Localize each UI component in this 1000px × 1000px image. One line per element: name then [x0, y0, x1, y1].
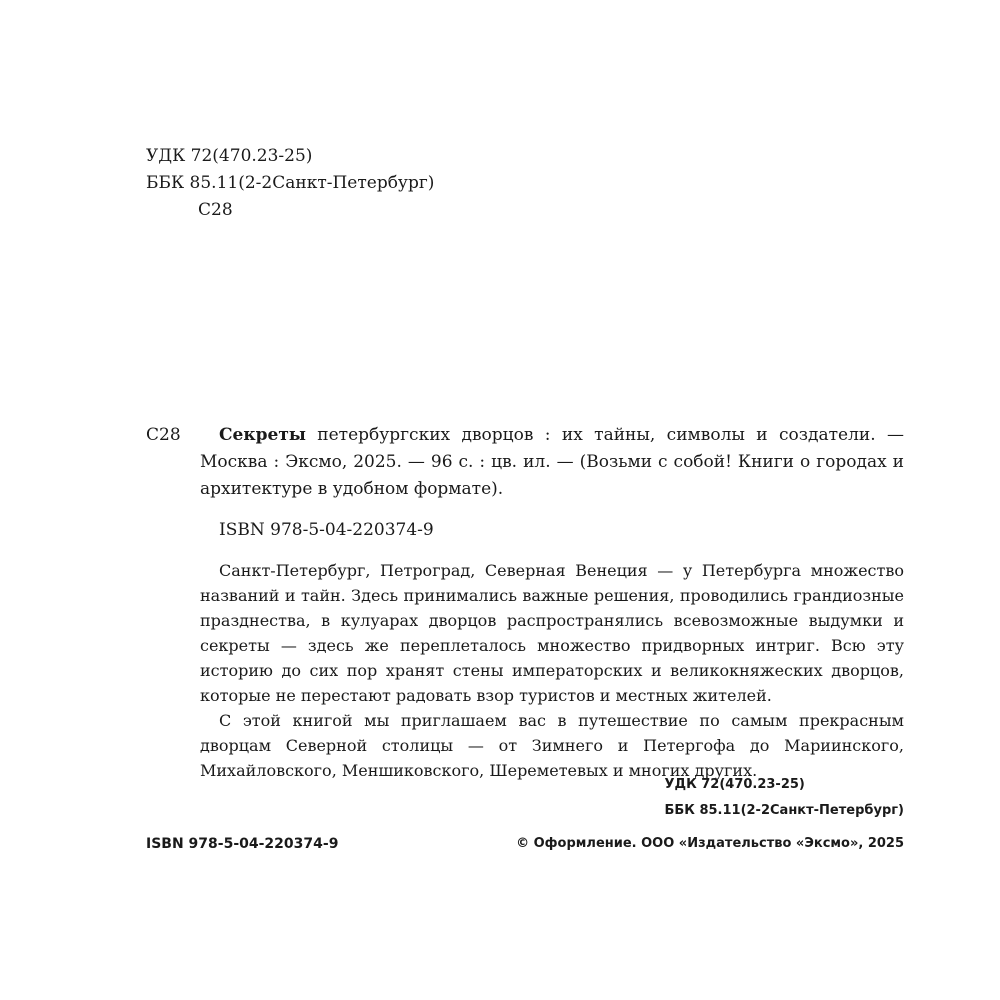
entry-isbn: ISBN 978-5-04-220374-9 — [219, 520, 434, 540]
udk-code: УДК 72(470.23-25) — [146, 146, 313, 166]
book-title: Секреты — [219, 425, 306, 445]
annotation-paragraph: Санкт-Петербург, Петроград, Северная Венеция — у Петербурга множество названий и тайн. Здесь принимались важные решения, проводились грандиозные празднества, в кулуарах дворцов распространялись всевозможные выдумки и секреты — здесь же переплеталось множество придворных интриг. Всю эту историю до сих пор хранят стены императорских и великокняжеских дворцов, которые не перестают радовать взор туристов и местных жителей. — [200, 561, 904, 705]
author-mark: С28 — [198, 200, 233, 220]
entry-author-mark: С28 — [146, 425, 181, 445]
annotation-paragraph: С этой книгой мы приглашаем вас в путешествие по самым прекрасным дворцам Северной столицы — от Зимнего и Петергофа до Мариинского, Михайловского, Меншиковского, Шереметевых и многих других. — [200, 711, 904, 780]
bottom-udk-code: УДК 72(470.23-25) — [664, 777, 805, 792]
bbk-code: ББК 85.11(2-2Санкт-Петербург) — [146, 173, 435, 193]
bottom-bbk-code: ББК 85.11(2-2Санкт-Петербург) — [664, 803, 904, 818]
bottom-classification — [664, 772, 904, 824]
bibliographic-details: петербургских дворцов : их тайны, символы и создатели. — Москва : Эксмо, 2025. — 96 с. : цв. ил. — (Возьми с собой! Книги о городах и архитектуре в удобном формате). — [200, 425, 904, 499]
bibliographic-description — [200, 422, 904, 503]
catalog-entry — [200, 422, 904, 783]
annotation — [200, 558, 904, 783]
footer-isbn: ISBN 978-5-04-220374-9 — [146, 836, 339, 852]
classification-block — [146, 143, 434, 224]
copyright-notice: © Оформление. ООО «Издательство «Эксмо», 2025 — [516, 836, 904, 851]
